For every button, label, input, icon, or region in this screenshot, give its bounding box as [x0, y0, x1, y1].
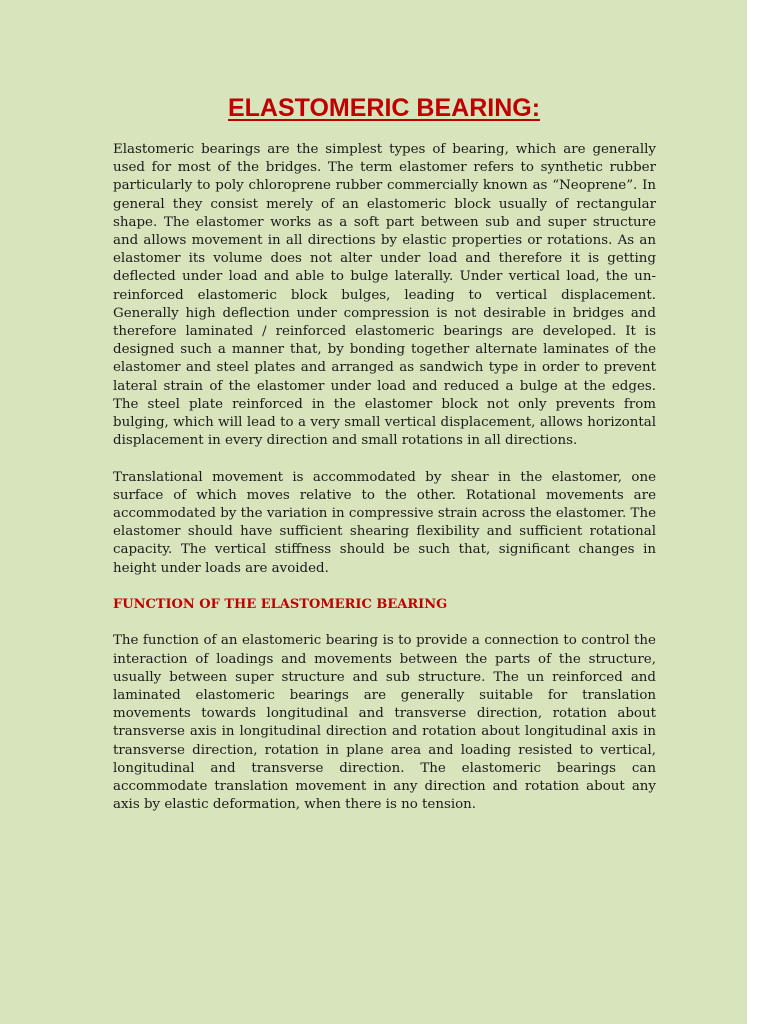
movement-paragraph: Translational movement is accommodated by shear in the elastomer, one surface of which moves relative to the other. Rotational movements are accommodated by the variation in compressive strain across the elastomer. The elastomer should have sufficient shearing flexibility and sufficient rotational capacity. The vertical stiffness should be such that, significant changes in height under loads are avoided.	[113, 469, 656, 576]
document-body	[113, 141, 656, 833]
section-heading: FUNCTION OF THE ELASTOMERIC BEARING	[113, 597, 448, 613]
right-margin-strip	[747, 0, 768, 1024]
document-title-text: ELASTOMERIC BEARING:	[227, 94, 541, 122]
intro-paragraph: Elastomeric bearings are the simplest types of bearing, which are generally used for most of the bridges. The term elastomer refers to synthetic rubber particularly to poly chloroprene rubber commercially known as “Neoprene”. In general they consist merely of an elastomeric block usually of rectangular shape. The elastomer works as a soft part between sub and super structure and allows movement in all directions by elastic properties or rotations. As an elastomer its volume does not alter under load and therefore it is getting deflected under load and able to bulge laterally. Under vertical load, the un-reinforced elastomeric block bulges, leading to vertical displacement. Generally high deflection under compression is not desirable in bridges and therefore laminated / reinforced elastomeric bearings are developed. It is designed such a manner that, by bonding together alternate laminates of the elastomer and steel plates and arranged as sandwich type in order to prevent lateral strain of the elastomer under load and reduced a bulge at the edges. The steel plate reinforced in the elastomer block not only prevents from bulging, which will lead to a very small vertical displacement, allows horizontal displacement in every direction and small rotations in all directions.	[113, 142, 656, 449]
document-title	[0, 92, 768, 124]
function-paragraph: The function of an elastomeric bearing is to provide a connection to control the interaction of loadings and movements between the parts of the structure, usually between super structure and sub structure. The un reinforced and laminated elastomeric bearings are generally suitable for translation movements towards longitudinal and transverse direction, rotation about transverse axis in longitudinal direction and rotation about longitudinal axis in transverse direction, rotation in plane area and loading resisted to vertical, longitudinal and transverse direction. The elastomeric bearings can accommodate translation movement in any direction and rotation about any axis by elastic deformation, when there is no tension.	[113, 633, 656, 813]
